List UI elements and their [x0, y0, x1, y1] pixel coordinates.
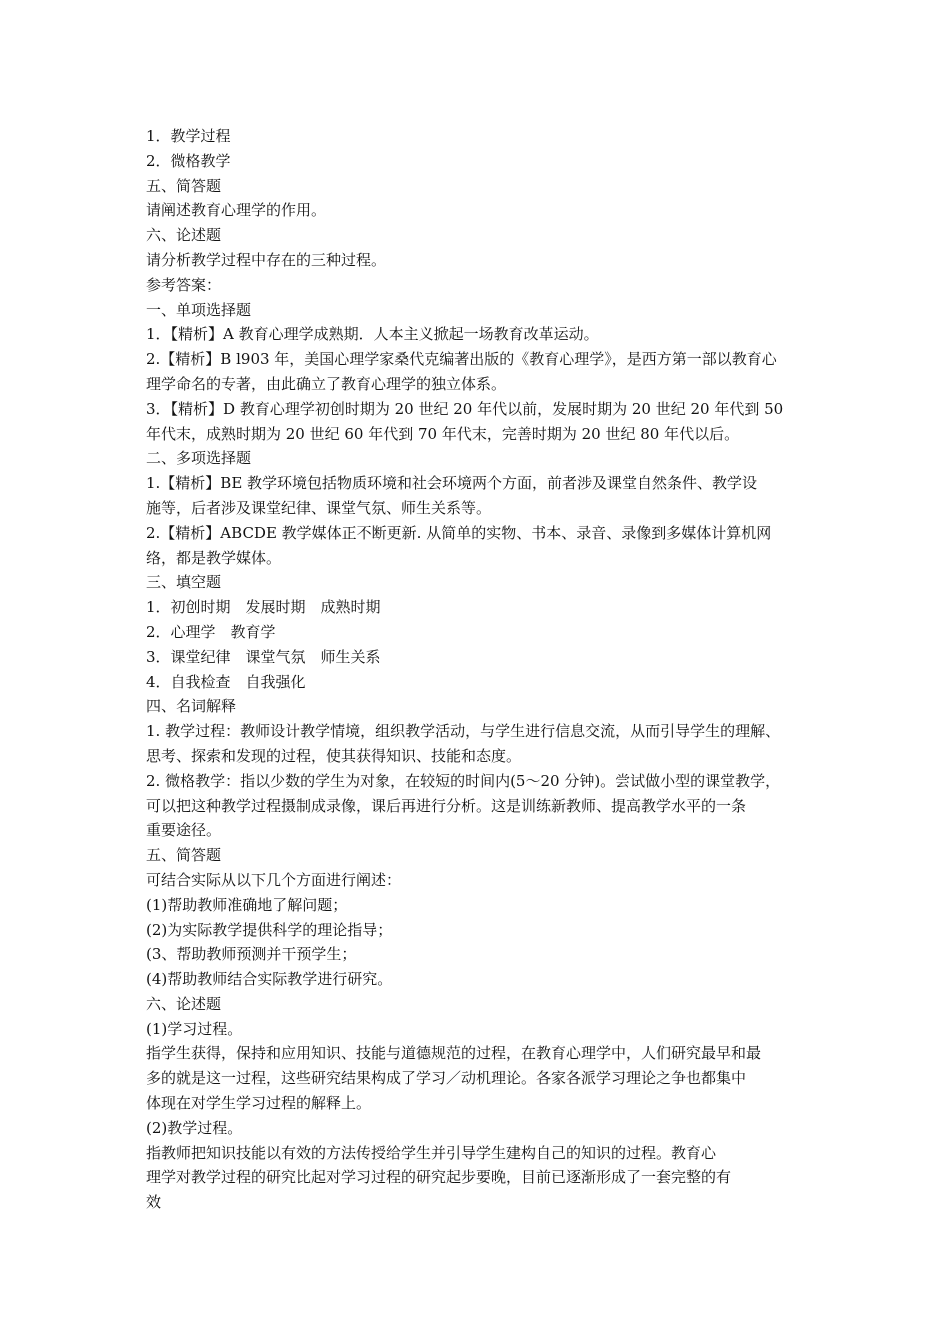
answer-line: 效 [146, 1193, 162, 1212]
question-text: 请分析教学过程中存在的三种过程。 [146, 250, 387, 269]
answer-line: 多的就是这一过程，这些研究结果构成了学习／动机理论。各家各派学习理论之争也都集中 [146, 1069, 747, 1088]
section-heading-essay: 六、论述题 [146, 226, 222, 245]
answer-line: (4)帮助教师结合实际教学进行研究。 [146, 970, 393, 989]
answer-line: (1)学习过程。 [146, 1019, 243, 1038]
answer-line: 2.【精析】B l903 年，美国心理学家桑代克编著出版的《教育心理学》，是西方第一部以教育心 [146, 350, 777, 369]
section-heading-short-answer: 五、简答题 [146, 846, 222, 865]
question-text: 请阐述教育心理学的作用。 [146, 201, 327, 220]
answer-line: 1. 教学过程：教师设计教学情境，组织教学活动，与学生进行信息交流，从而引导学生的理解、 [146, 722, 781, 741]
answer-line: 3．课堂纪律 课堂气氛 师生关系 [146, 647, 381, 666]
answer-line: 1．【精析】A 教育心理学成熟期．人本主义掀起一场教育改革运动。 [146, 325, 599, 344]
section-heading-multi-choice: 二、多项选择题 [146, 449, 252, 468]
answer-line: 1.【精析】BE 教学环境包括物质环境和社会环境两个方面，前者涉及课堂自然条件、教学设 [146, 474, 758, 493]
answers-heading: 参考答案： [146, 275, 222, 294]
question-item-1: 1．教学过程 [146, 127, 231, 145]
answer-line: 2．心理学 教育学 [146, 622, 276, 641]
question-item-2: 2．微格教学 [146, 151, 231, 170]
answer-line: 理学对教学过程的研究比起对学习过程的研究起步要晚，目前已逐渐形成了一套完整的有 [146, 1168, 732, 1187]
answer-line: 指教师把知识技能以有效的方法传授给学生并引导学生建构自己的知识的过程。教育心 [146, 1143, 717, 1162]
answer-line: 重要途径。 [146, 821, 222, 840]
answer-line: (2)教学过程。 [146, 1118, 243, 1137]
section-heading-essay: 六、论述题 [146, 994, 222, 1013]
section-heading-fill-blank: 三、填空题 [146, 573, 222, 592]
answer-line: 体现在对学生学习过程的解释上。 [146, 1094, 372, 1113]
answer-line: 可以把这种教学过程摄制成录像，课后再进行分析。这是训练新教师、提高教学水平的一条 [146, 796, 747, 815]
answer-line: 指学生获得，保持和应用知识、技能与道德规范的过程，在教育心理学中，人们研究最早和最 [146, 1044, 762, 1063]
answer-line: (1)帮助教师准确地了解问题； [146, 895, 348, 914]
answer-line: 年代末，成熟时期为 20 世纪 60 年代到 70 年代末，完善时期为 20 世纪 80 年代以后。 [146, 424, 740, 443]
section-heading-short-answer: 五、简答题 [146, 176, 222, 195]
answer-line: (2)为实际教学提供科学的理论指导； [146, 920, 393, 939]
answer-line: 理学命名的专著，由此确立了教育心理学的独立体系。 [146, 374, 507, 393]
section-heading-term-definition: 四、名词解释 [146, 697, 237, 716]
answer-line: (3、帮助教师预测并干预学生； [146, 945, 357, 964]
answer-line: 可结合实际从以下几个方面进行阐述： [146, 870, 402, 889]
answer-line: 2. 微格教学：指以少数的学生为对象，在较短的时间内(5～20 分钟)。尝试做小型的课堂教学， [146, 771, 781, 790]
answer-line: 3．【精析】D 教育心理学初创时期为 20 世纪 20 年代以前，发展时期为 20 世纪 20 年代到 50 [146, 399, 784, 418]
answer-line: 施等，后者涉及课堂纪律、课堂气氛、师生关系等。 [146, 498, 492, 517]
answer-line: 2.【精析】ABCDE 教学媒体正不断更新. 从简单的实物、书本、录音、录像到多媒体计算机网 [146, 523, 772, 542]
document-body [146, 124, 826, 1215]
section-heading-single-choice: 一、单项选择题 [146, 300, 252, 319]
answer-line: 1．初创时期 发展时期 成熟时期 [146, 598, 381, 617]
answer-line: 络，都是教学媒体。 [146, 548, 282, 567]
answer-line: 思考、探索和发现的过程，使其获得知识、技能和态度。 [146, 746, 522, 765]
answer-line: 4．自我检查 自我强化 [146, 672, 306, 691]
